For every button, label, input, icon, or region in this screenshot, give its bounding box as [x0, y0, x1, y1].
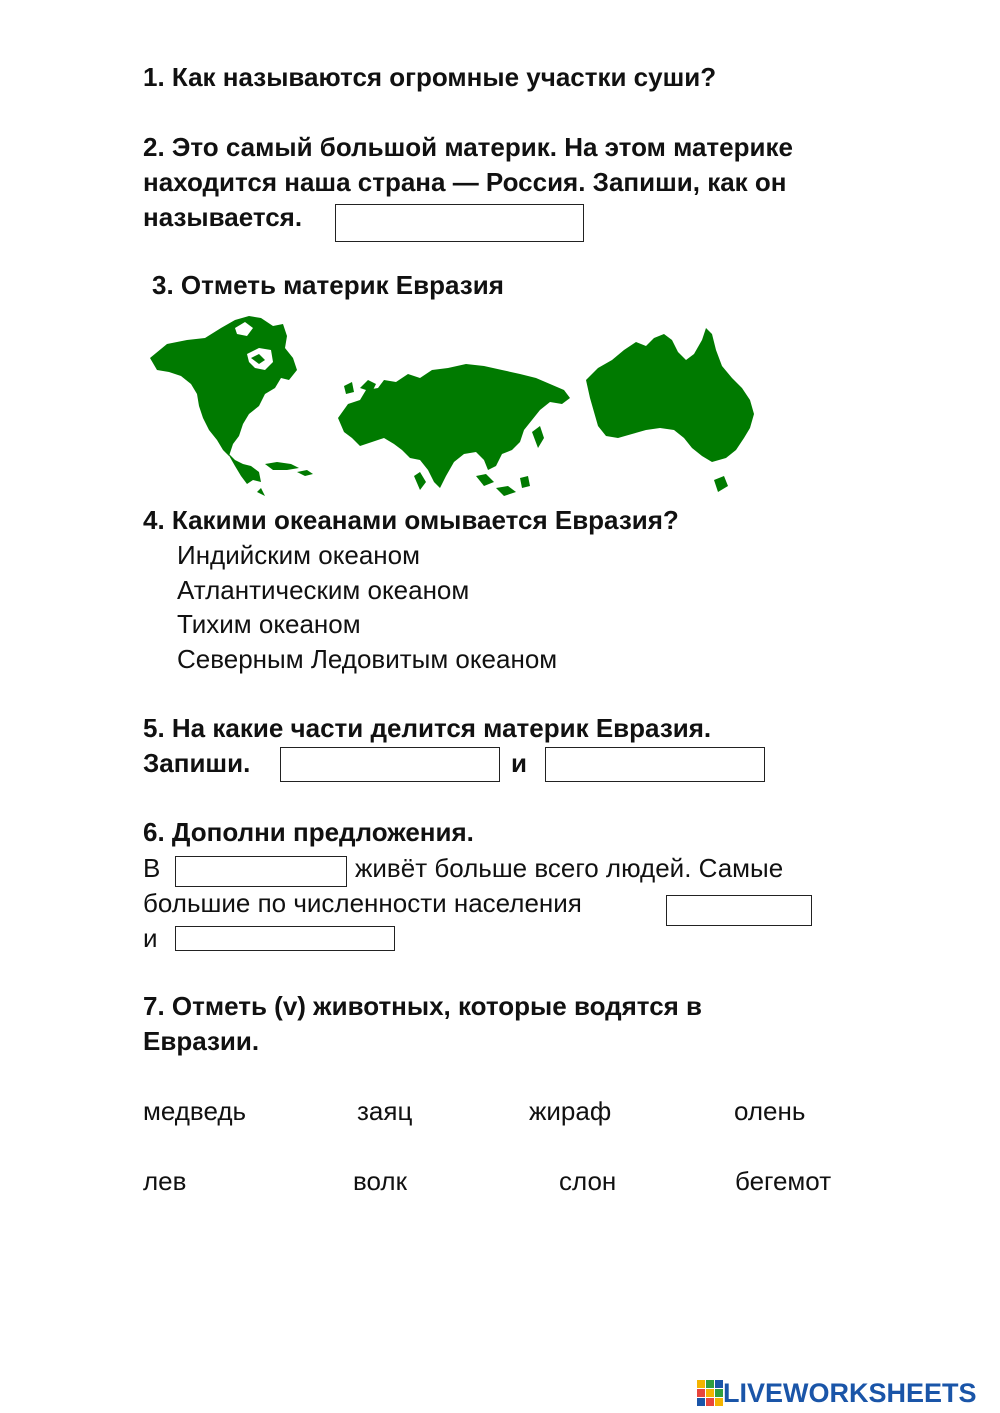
- question-2-line-3: называется.: [143, 202, 303, 232]
- ocean-option-arctic[interactable]: Северным Ледовитым океаном: [177, 644, 558, 674]
- question-5-conjunction: и: [511, 748, 527, 778]
- animal-elephant[interactable]: слон: [559, 1166, 617, 1196]
- question-2-line-1: 2. Это самый большой материк. На этом материке: [143, 132, 793, 162]
- animal-deer[interactable]: олень: [734, 1096, 806, 1126]
- question-6: 6. Дополни предложения.: [143, 817, 474, 847]
- question-5-line-2: Запиши.: [143, 748, 251, 778]
- eurasia-map[interactable]: [336, 358, 572, 500]
- question-4: 4. Какими океанами омывается Евразия?: [143, 505, 679, 535]
- largest-population-1-input[interactable]: [666, 895, 812, 926]
- part-2-input[interactable]: [545, 747, 765, 782]
- question-6-text-1: живёт больше всего людей. Самые: [355, 853, 784, 883]
- part-1-input[interactable]: [280, 747, 500, 782]
- question-6-prefix: В: [143, 853, 161, 883]
- australia-map[interactable]: [584, 324, 756, 496]
- animal-lion[interactable]: лев: [143, 1166, 187, 1196]
- animal-bear[interactable]: медведь: [143, 1096, 247, 1126]
- question-1: 1. Как называются огромные участки суши?: [143, 62, 717, 92]
- question-3: 3. Отметь материк Евразия: [152, 270, 504, 300]
- liveworksheets-logo-icon: [697, 1380, 723, 1406]
- animal-giraffe[interactable]: жираф: [529, 1096, 612, 1126]
- ocean-option-indian[interactable]: Индийским океаном: [177, 540, 421, 570]
- ocean-option-pacific[interactable]: Тихим океаном: [177, 609, 361, 639]
- liveworksheets-brand: LIVEWORKSHEETS: [723, 1378, 977, 1408]
- north-america-map[interactable]: [147, 314, 315, 496]
- question-5-line-1: 5. На какие части делится материк Евразия.: [143, 713, 712, 743]
- question-7-line-1: 7. Отметь (v) животных, которые водятся в: [143, 991, 703, 1021]
- ocean-option-atlantic[interactable]: Атлантическим океаном: [177, 575, 470, 605]
- largest-population-2-input[interactable]: [175, 926, 395, 951]
- question-2-line-2: находится наша страна — Россия. Запиши, как он: [143, 167, 787, 197]
- animal-hare[interactable]: заяц: [357, 1096, 413, 1126]
- most-populated-input[interactable]: [175, 856, 347, 887]
- animal-wolf[interactable]: волк: [353, 1166, 407, 1196]
- continent-name-input[interactable]: [335, 204, 584, 242]
- question-6-conjunction: и: [143, 923, 158, 953]
- question-6-text-2: большие по численности населения: [143, 888, 582, 918]
- question-7-line-2: Евразии.: [143, 1026, 260, 1056]
- animal-hippo[interactable]: бегемот: [735, 1166, 832, 1196]
- liveworksheets-logo: [697, 1378, 977, 1408]
